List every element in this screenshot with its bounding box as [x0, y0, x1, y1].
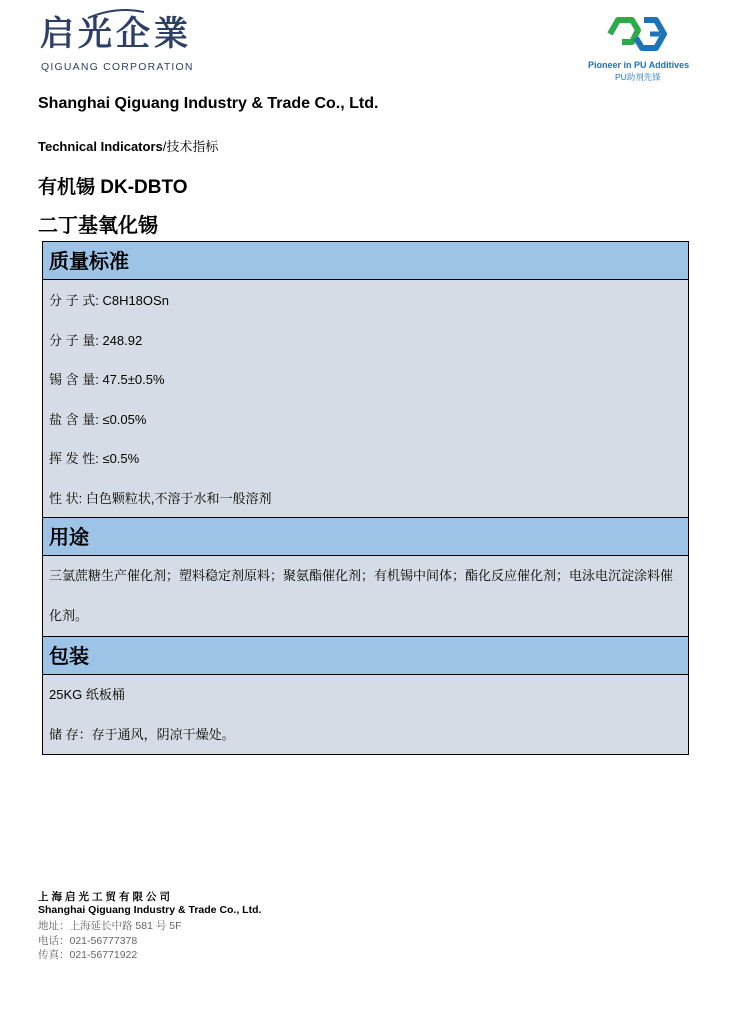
footer-fax: 传真：021-56771922: [38, 949, 138, 961]
company-name-heading: Shanghai Qiguang Industry & Trade Co., Ltd.: [38, 95, 379, 112]
right-tagline-english: Pioneer in PU Additives: [588, 60, 690, 70]
footer-company-en: Shanghai Qiguang Industry & Trade Co., Ltd.: [38, 904, 262, 916]
storage-row: 储 存：存于通风，阴凉干燥处。: [49, 726, 235, 742]
spec-row-volatility: 挥 发 性: ≤0.5%: [49, 451, 140, 466]
usage-section-title: 用途: [43, 518, 688, 556]
spec-row-molecular-weight: 分 子 量: 248.92: [49, 332, 143, 348]
packaging-section-body: [43, 675, 688, 754]
company-logo-chinese: 启光企業: [40, 14, 192, 54]
spec-table: [42, 241, 689, 755]
product-chemical-name: 二丁基氧化锡: [38, 215, 158, 237]
spec-row-formula: 分 子 式: C8H18OSn: [49, 293, 169, 308]
tech-indicators-cn: /技术指标: [162, 139, 219, 154]
packaging-row: 25KG 纸板桶: [49, 687, 125, 702]
usage-text: 三氯蔗糖生产催化剂；塑料稳定剂原料；聚氨酯催化剂；有机锡中间体；酯化反应催化剂；电泳电沉淀涂料催化剂。: [49, 568, 674, 623]
tech-indicators-en: Technical Indicators: [38, 139, 163, 154]
quality-section-title: 质量标准: [43, 242, 688, 280]
product-name: 有机锡 DK-DBTO: [38, 177, 188, 198]
footer-phone: 电话：021-56777378: [38, 935, 138, 947]
packaging-section-title: 包装: [43, 637, 688, 675]
footer-company-cn: 上海启光工贸有限公司: [38, 891, 173, 903]
company-logo-english: QIGUANG CORPORATION: [41, 61, 194, 73]
technical-indicators-label: [38, 136, 218, 155]
qg-logo-icon: [606, 12, 668, 56]
usage-section-body: [43, 556, 688, 637]
spec-row-salt-content: 盐 含 量: ≤0.05%: [49, 411, 147, 427]
right-tagline-chinese: PU助剂先锋: [615, 72, 661, 82]
quality-section-body: [43, 280, 688, 518]
spec-row-appearance: 性 状: 白色颗粒状,不溶于水和一般溶剂: [49, 490, 272, 506]
spec-row-tin-content: 锡 含 量: 47.5±0.5%: [49, 372, 165, 387]
footer-address: 地址：上海延长中路 581 号 5F: [38, 920, 182, 932]
